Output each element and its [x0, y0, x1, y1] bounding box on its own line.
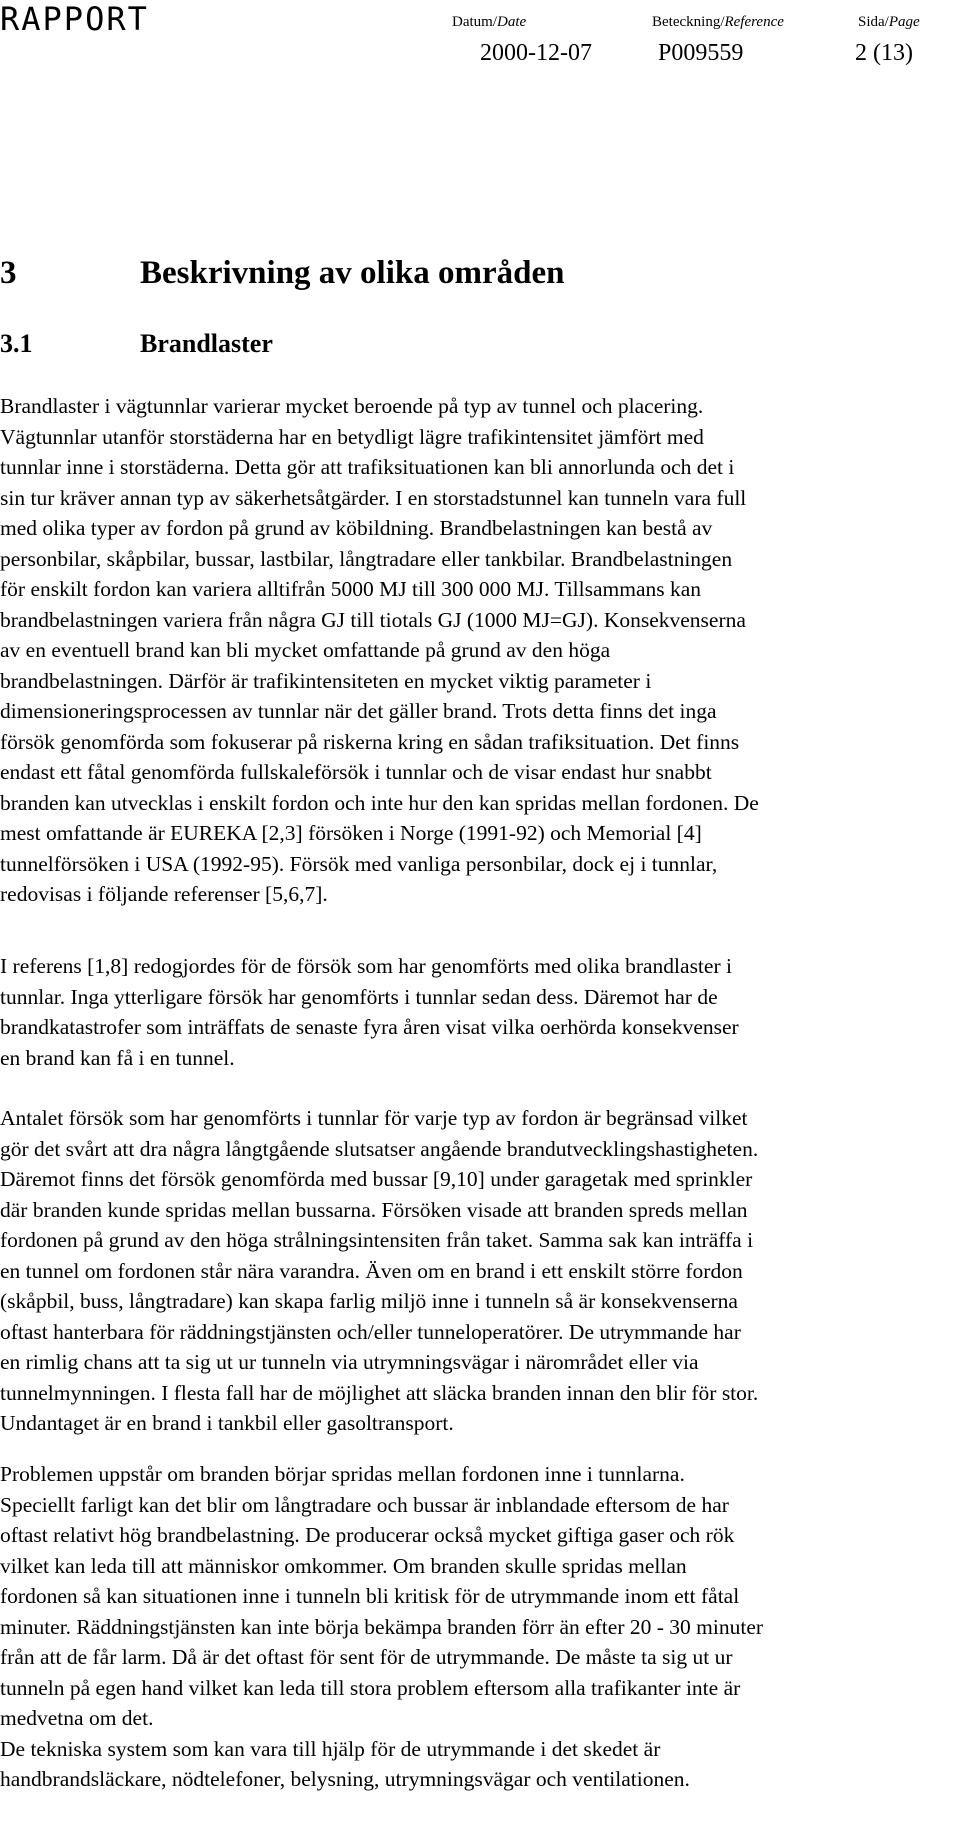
- text-line: tunnlar inne i storstäderna. Detta gör att trafiksituationen kan bli annorlunda och det i: [0, 455, 735, 479]
- text-line: en tunnel om fordonen står nära varandra. Även om en brand i ett enskilt större fordon: [0, 1258, 743, 1283]
- text-line: brandkatastrofer som inträffats de senaste fyra åren visat vilka oerhörda konsekvenser: [0, 1015, 739, 1039]
- text-line: brandbelastningen. Därför är trafikintensiteten en mycket viktig parameter i: [0, 668, 652, 693]
- text-line: där branden kunde spridas mellan bussarna. Försöken visade att branden spreds mellan: [0, 1197, 748, 1222]
- text-line: en rimlig chans att ta sig ut ur tunneln via utrymningsvägar i närområdet eller via: [0, 1350, 699, 1374]
- text-line: personbilar, skåpbilar, bussar, lastbilar, långtradare eller tankbilar. Brandbelastningen: [0, 546, 733, 571]
- section-number: 3: [0, 255, 17, 291]
- subsection-title: Brandlaster: [140, 329, 273, 358]
- text-line: från att de får larm. Då är det oftast för sent för de utrymmande. De måste ta sig ut ur: [0, 1645, 733, 1669]
- text-line: försök genomförda som fokuserar på riskerna kring en sådan trafiksituation. Det finns: [0, 729, 740, 754]
- text-line: dimensioneringsprocessen av tunnlar när det gäller brand. Trots detta finns det inga: [0, 699, 717, 723]
- text-line: Speciellt farligt kan det blir om långtradare och bussar är inblandade eftersom de har: [0, 1492, 729, 1517]
- text-line: Vägtunnlar utanför storstäderna har en betydligt lägre trafikintensitet jämfört med: [0, 424, 704, 449]
- text-line: mest omfattande är EUREKA [2,3] försöken i Norge (1991-92) och Memorial [4]: [0, 821, 702, 845]
- text-line: för enskilt fordon kan variera alltifrån 5000 MJ till 300 000 MJ. Tillsammans kan: [0, 577, 702, 601]
- text-line: fordonen så kan situationen inne i tunneln bli kritisk för de utrymmande inom ett fåtal: [0, 1584, 740, 1608]
- reference-value: P009559: [658, 40, 744, 66]
- section-heading: [0, 255, 565, 292]
- subsection-heading: [0, 329, 273, 359]
- text-line: I referens [1,8] redogjordes för de försök som har genomförts med olika brandlaster i: [0, 954, 732, 978]
- text-line: tunnelförsöken i USA (1992-95). Försök med vanliga personbilar, dock ej i tunnlar,: [0, 851, 718, 876]
- text-line: brandbelastningen variera från några GJ till tiotals GJ (1000 MJ=GJ). Konsekvenserna: [0, 607, 746, 632]
- text-line: De tekniska system som kan vara till hjälp för de utrymmande i det skedet är: [0, 1736, 661, 1761]
- date-value: 2000-12-07: [480, 40, 592, 66]
- text-line: medvetna om det.: [0, 1706, 154, 1730]
- text-line: branden kan utvecklas i enskilt fordon och inte hur den kan spridas mellan fordonen. De: [0, 790, 759, 815]
- text-line: Däremot finns det försök genomförda med bussar [9,10] under garagetak med sprinkler: [0, 1167, 753, 1191]
- report-label: RAPPORT: [0, 0, 149, 38]
- section-title: Beskrivning av olika områden: [140, 255, 565, 291]
- text-line: Brandlaster i vägtunnlar varierar mycket beroende på typ av tunnel och placering.: [0, 394, 704, 418]
- text-line: redovisas i följande referenser [5,6,7].: [0, 882, 328, 906]
- reference-label: Beteckning/Reference: [652, 14, 784, 30]
- text-line: sin tur kräver annan typ av säkerhetsåtgärder. I en storstadstunnel kan tunneln vara full: [0, 485, 747, 510]
- text-line: vilket kan leda till att människor omkommer. Om branden skulle spridas mellan: [0, 1553, 687, 1578]
- text-line: med olika typer av fordon på grund av köbildning. Brandbelastningen kan bestå av: [0, 516, 713, 540]
- text-line: endast ett fåtal genomförda fullskaleförsök i tunnlar och de visar endast hur snabbt: [0, 760, 712, 784]
- text-line: oftast hanterbara för räddningstjänsten och/eller tunneloperatörer. De utrymmande har: [0, 1319, 741, 1344]
- text-line: fordonen på grund av den höga strålningsintensiten från taket. Samma sak kan inträffa i: [0, 1228, 754, 1252]
- page-number: 2 (13): [855, 40, 913, 66]
- text-line: en brand kan få i en tunnel.: [0, 1045, 235, 1070]
- text-line: tunnlar. Inga ytterligare försök har genomförts i tunnlar sedan dess. Däremot har de: [0, 984, 718, 1009]
- text-line: oftast relativt hög brandbelastning. De producerar också mycket giftiga gaser och rök: [0, 1523, 735, 1547]
- text-line: handbrandsläckare, nödtelefoner, belysning, utrymningsvägar och ventilationen.: [0, 1767, 690, 1791]
- paragraph-3: [0, 1103, 950, 1439]
- text-line: Problemen uppstår om branden börjar spridas mellan fordonen inne i tunnlarna.: [0, 1462, 685, 1486]
- page-label: Sida/Page: [858, 14, 920, 30]
- subsection-number: 3.1: [0, 329, 33, 358]
- text-line: Antalet försök som har genomförts i tunnlar för varje typ av fordon är begränsad vilket: [0, 1106, 748, 1130]
- text-line: Undantaget är en brand i tankbil eller gasoltransport.: [0, 1411, 454, 1435]
- text-line: tunneln på egen hand vilket kan leda till stora problem eftersom alla trafikanter inte är: [0, 1675, 741, 1700]
- text-line: minuter. Räddningstjänsten kan inte börja bekämpa branden förr än efter 20 - 30 minuter: [0, 1614, 764, 1639]
- paragraph-1: [0, 391, 950, 910]
- paragraph-4: [0, 1459, 950, 1795]
- text-line: av en eventuell brand kan bli mycket omfattande på grund av den höga: [0, 638, 611, 662]
- text-line: (skåpbil, buss, långtradare) kan skapa farlig miljö inne i tunneln så är konsekvenserna: [0, 1289, 738, 1313]
- paragraph-2: [0, 951, 950, 1073]
- text-line: gör det svårt att dra några långtgående slutsatser angående brandutvecklingshastigheten.: [0, 1136, 759, 1161]
- date-label: Datum/Date: [452, 14, 527, 30]
- text-line: tunnelmynningen. I flesta fall har de möjlighet att släcka branden innan den blir för stor.: [0, 1380, 759, 1405]
